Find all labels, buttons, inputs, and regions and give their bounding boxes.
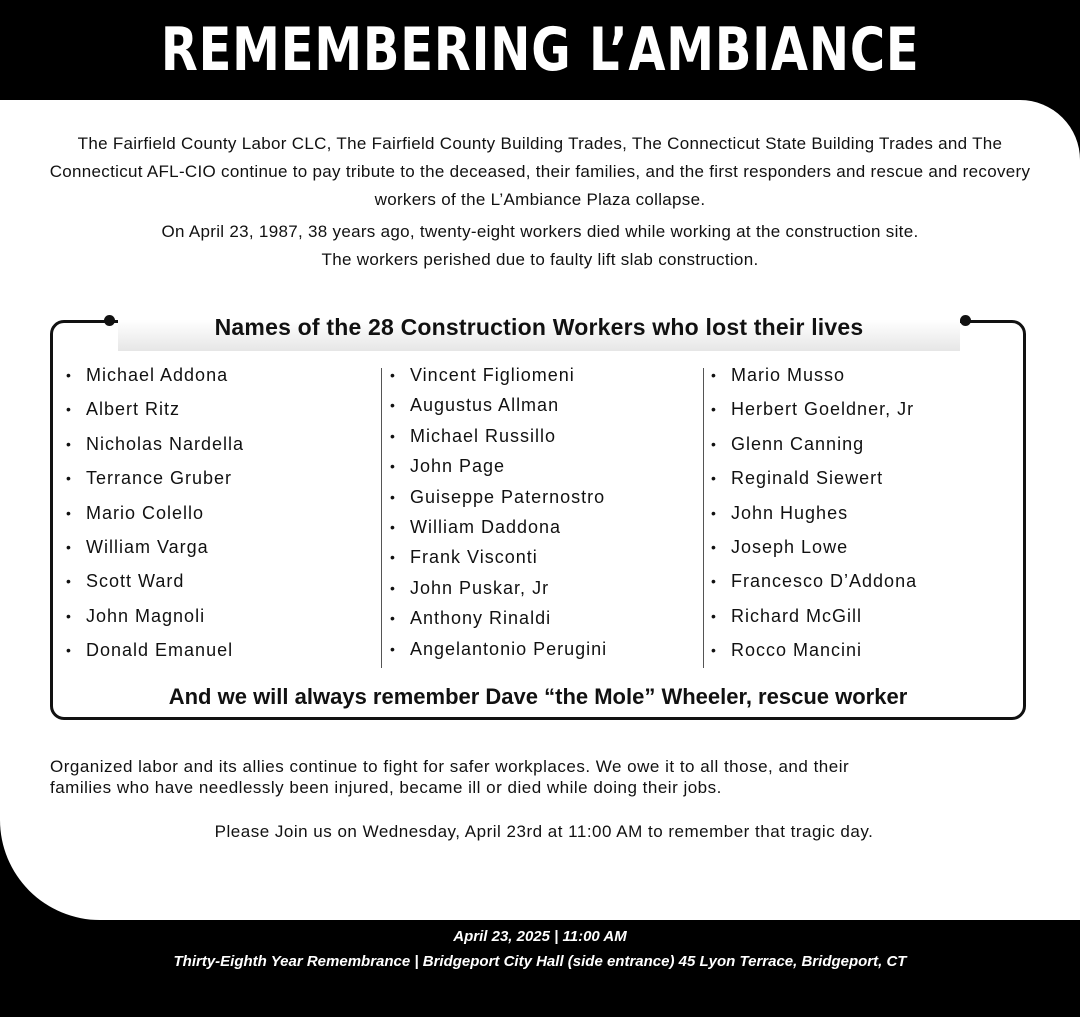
page-title: REMEMBERING L’AMBIANCE [160, 15, 920, 85]
worker-name: • Guiseppe Paternostro [390, 485, 607, 515]
worker-name: • William Varga [66, 535, 244, 569]
invitation-line: Please Join us on Wednesday, April 23rd at 11:00 AM to remember that tragic day. [214, 822, 874, 841]
worker-name: • Albert Ritz [66, 397, 244, 431]
header-banner [0, 0, 1080, 100]
footer-banner [0, 924, 1080, 974]
worker-name: • Frank Visconti [390, 545, 607, 575]
worker-name: • Mario Colello [66, 501, 244, 535]
worker-name: • Richard McGill [711, 604, 917, 638]
worker-name: • John Puskar, Jr [390, 576, 607, 606]
intro-paragraph: The Fairfield County Labor CLC, The Fairfield County Building Trades, The Connecticut State Building Trades and The Connecticut AFL-CIO continue to pay tribute to the deceased, their families, and the first responders and rescue and recovery workers of the L’Ambiance Plaza collapse. [49, 134, 1031, 209]
worker-name: • John Hughes [711, 501, 917, 535]
bullet-ornament-left [104, 315, 115, 326]
worker-name: • Donald Emanuel [66, 638, 244, 672]
worker-name: • John Page [390, 454, 607, 484]
worker-name: • Michael Russillo [390, 424, 607, 454]
worker-name: • Nicholas Nardella [66, 432, 244, 466]
worker-name: • Rocco Mancini [711, 638, 917, 672]
worker-name: • John Magnoli [66, 604, 244, 638]
worker-name: • Mario Musso [711, 363, 917, 397]
column-divider [703, 368, 704, 668]
worker-name: • Vincent Figliomeni [390, 363, 607, 393]
worker-name: • Anthony Rinaldi [390, 606, 607, 636]
worker-name: • Augustus Allman [390, 393, 607, 423]
names-column-3 [711, 363, 917, 673]
worker-name: • William Daddona [390, 515, 607, 545]
worker-name: • Terrance Gruber [66, 466, 244, 500]
worker-name: • Glenn Canning [711, 432, 917, 466]
rescue-worker-tribute: And we will always remember Dave “the Mole” Wheeler, rescue worker [168, 684, 908, 709]
intro-cause-line: The workers perished due to faulty lift slab construction. [321, 250, 759, 269]
closing-statement [50, 756, 1030, 798]
intro-section [40, 130, 1040, 274]
closing-line: families who have needlessly been injured, became ill or died while doing their jobs. [50, 778, 722, 797]
names-column-2 [390, 363, 607, 667]
worker-name: • Scott Ward [66, 569, 244, 603]
worker-name: • Michael Addona [66, 363, 244, 397]
worker-name: • Francesco D’Addona [711, 569, 917, 603]
worker-name: • Reginald Siewert [711, 466, 917, 500]
event-location: Thirty-Eighth Year Remembrance | Bridgeport City Hall (side entrance) 45 Lyon Terrace, Bridgeport, CT [173, 953, 907, 970]
intro-date-line: On April 23, 1987, 38 years ago, twenty-eight workers died while working at the construction site. [161, 222, 919, 241]
event-date-time: April 23, 2025 | 11:00 AM [453, 928, 627, 945]
memorial-title: Names of the 28 Construction Workers who lost their lives [214, 313, 864, 340]
bullet-ornament-right [960, 315, 971, 326]
closing-line: Organized labor and its allies continue to fight for safer workplaces. We owe it to all those, and their [50, 757, 850, 776]
worker-name: • Joseph Lowe [711, 535, 917, 569]
memorial-title-band [118, 303, 960, 351]
names-column-1 [66, 363, 244, 673]
column-divider [381, 368, 382, 668]
worker-name: • Herbert Goeldner, Jr [711, 397, 917, 431]
worker-name: • Angelantonio Perugini [390, 637, 607, 667]
